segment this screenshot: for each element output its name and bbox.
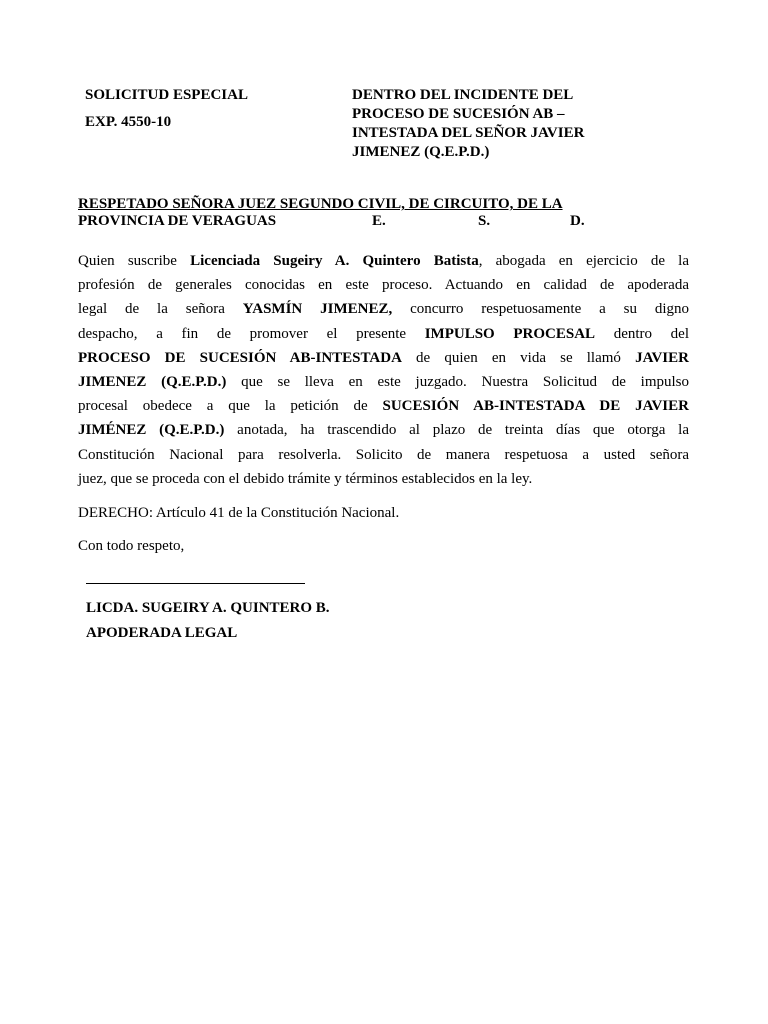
signatory-name: LICDA. SUGEIRY A. QUINTERO B. [86, 600, 330, 616]
request-type: SOLICITUD ESPECIAL [85, 87, 248, 103]
addressee-e: E. [372, 213, 386, 229]
legal-basis: DERECHO: Artículo 41 de la Constitución Nacional. [78, 505, 400, 521]
body-line: despacho, a fin de promover el presente IMPULSO PROCESAL dentro del [78, 325, 689, 342]
case-reference-line: INTESTADA DEL SEÑOR JAVIER [352, 125, 585, 141]
addressee-s: S. [478, 213, 491, 229]
body-line: legal de la señora YASMÍN JIMENEZ, concurro respetuosamente a su digno [78, 301, 690, 318]
signatory-role: APODERADA LEGAL [86, 625, 238, 641]
case-header [85, 86, 248, 140]
body-line: procesal obedece a que la petición de SUCESIÓN AB-INTESTADA DE JAVIER [78, 398, 689, 415]
case-reference-line: PROCESO DE SUCESIÓN AB – [352, 106, 565, 122]
case-reference [352, 86, 652, 162]
body-line: PROCESO DE SUCESIÓN AB-INTESTADA de quien en vida se llamó JAVIER [78, 349, 689, 366]
signature-line [86, 583, 305, 584]
body-line: juez, que se proceda con el debido trámite y términos establecidos en la ley. [78, 470, 533, 487]
addressee-line: RESPETADO SEÑORA JUEZ SEGUNDO CIVIL, DE CIRCUITO, DE LA [78, 196, 563, 212]
body-line: profesión de generales conocidas en este proceso. Actuando en calidad de apoderada [78, 277, 689, 294]
body-line: Constitución Nacional para resolverla. Solicito de manera respetuosa a usted señora [78, 446, 689, 463]
signature-block [86, 596, 330, 646]
body-paragraph [78, 249, 689, 491]
addressee-salutation [78, 196, 688, 230]
addressee-province: PROVINCIA DE VERAGUAS [78, 213, 277, 229]
addressee-line [78, 213, 688, 230]
addressee-d: D. [570, 213, 585, 229]
case-reference-line: DENTRO DEL INCIDENTE DEL [352, 87, 574, 103]
body-line: JIMENEZ (Q.E.P.D.) que se lleva en este juzgado. Nuestra Solicitud de impulso [78, 374, 689, 391]
body-line: Quien suscribe Licenciada Sugeiry A. Quintero Batista, abogada en ejercicio de la [78, 253, 690, 269]
case-number: EXP. 4550-10 [85, 114, 172, 130]
case-reference-line: JIMENEZ (Q.E.P.D.) [352, 144, 490, 160]
body-line: JIMÉNEZ (Q.E.P.D.) anotada, ha trascendido al plazo de treinta días que otorga la [78, 422, 689, 439]
closing-phrase: Con todo respeto, [78, 538, 185, 554]
